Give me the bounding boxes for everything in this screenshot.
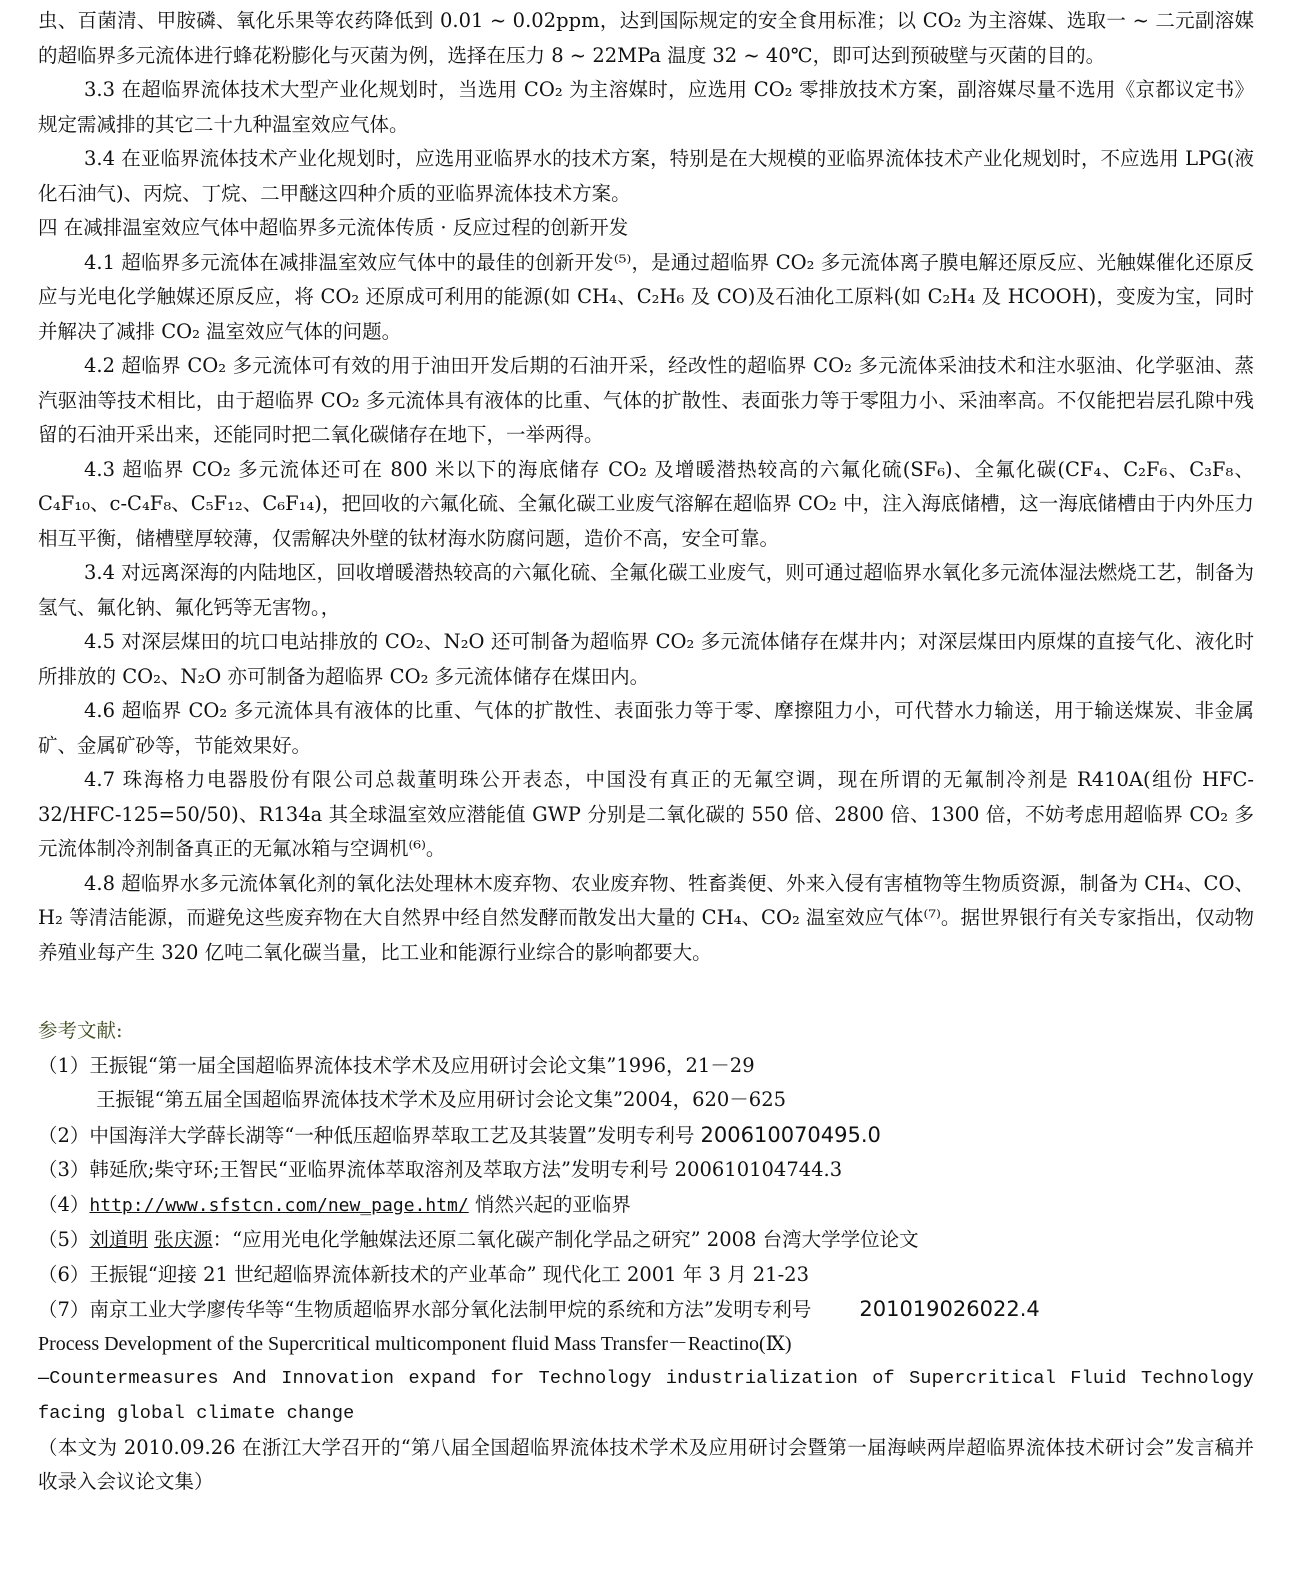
- reference-7: [38, 1292, 1254, 1328]
- document-page: [38, 4, 1254, 1500]
- paragraph-4-6: 4.6 超临界 CO₂ 多元流体具有液体的比重、气体的扩散性、表面张力等于零、摩擦阻力小，可代替水力输送，用于输送煤炭、非金属矿、金属矿砂等，节能效果好。: [38, 699, 1254, 757]
- reference-4-link[interactable]: http://www.sfstcn.com/new_page.htm/: [89, 1194, 469, 1216]
- paragraph-4-5: 4.5 对深层煤田的坑口电站排放的 CO₂、N₂O 还可制备为超临界 CO₂ 多元流体储存在煤井内；对深层煤田内原煤的直接气化、液化时所排放的 CO₂、N₂O 亦可制备为超临界 CO₂ 多元流体储存在煤田内。: [38, 630, 1254, 688]
- paragraph-3-3: 3.3 在超临界流体技术大型产业化规划时，当选用 CO₂ 为主溶媒时，应选用 CO₂ 零排放技术方案，副溶媒尽量不选用《京都议定书》规定需减排的其它二十九种温室效应气体。: [38, 78, 1254, 136]
- section-heading-4: 四 在减排温室效应气体中超临界多元流体传质 · 反应过程的创新开发: [38, 216, 629, 239]
- references-section: [38, 1014, 1254, 1328]
- paragraph-pesticide: 虫、百菌清、甲胺磷、氧化乐果等农药降低到 0.01 ~ 0.02ppm，达到国际规定的安全食用标准；以 CO₂ 为主溶媒、选取一 ~ 二元副溶媒的超临界多元流体进行蜂花粉膨化与灭菌为例，选择在压力 8 ~ 22MPa 温度 32 ~ 40℃，即可达到预破壁与灭菌的目的。: [38, 9, 1254, 67]
- reference-6: （6）王振锟“迎接 21 世纪超临界流体新技术的产业革命” 现代化工 2001 年 3 月 21-23: [38, 1262, 809, 1286]
- english-subtitle: —Countermeasures And Innovation expand for Technology industrialization of Supercritical Fluid Technology facing global climate change: [38, 1367, 1254, 1424]
- reference-7-patent-number: 201019026022.4: [859, 1297, 1040, 1321]
- paragraph-4-1: 4.1 超临界多元流体在减排温室效应气体中的最佳的创新开发⁽⁵⁾，是通过超临界 CO₂ 多元流体离子膜电解还原反应、光触媒催化还原反应与光电化学触媒还原反应，将 CO₂ 还原成可利用的能源(如 CH₄、C₂H₆ 及 CO)及石油化工原料(如 C₂H₄ 及 HCOOH)，变废为宝，同时并解决了减排 CO₂ 温室效应气体的问题。: [38, 250, 1254, 343]
- paragraph-3-4-inland: 3.4 对远离深海的内陆地区，回收增暖潜热较高的六氟化硫、全氟化碳工业废气，则可通过超临界水氧化多元流体湿法燃烧工艺，制备为氢气、氟化钠、氟化钙等无害物。，: [38, 561, 1254, 619]
- references-title: 参考文献:: [38, 1019, 123, 1042]
- reference-4-text: 悄然兴起的亚临界: [468, 1192, 631, 1216]
- paragraph-4-7: 4.7 珠海格力电器股份有限公司总裁董明珠公开表态，中国没有真正的无氟空调，现在所谓的无氟制冷剂是 R410A(组份 HFC-32/HFC-125=50/50)、R134a 其全球温室效应潜能值 GWP 分别是二氧化碳的 550 倍、2800 倍、1300 倍，不妨考虑用超临界 CO₂ 多元流体制冷剂制备真正的无氟冰箱与空调机⁽⁶⁾。: [38, 768, 1254, 860]
- reference-1-continued: 王振锟“第五届全国超临界流体技术学术及应用研讨会论文集”2004，620－625: [96, 1088, 787, 1111]
- reference-4-index: （4）: [38, 1192, 90, 1216]
- reference-4: [38, 1188, 1254, 1224]
- reference-2: [38, 1118, 1254, 1154]
- paragraph-4-2: 4.2 超临界 CO₂ 多元流体可有效的用于油田开发后期的石油开采，经改性的超临界 CO₂ 多元流体采油技术和注水驱油、化学驱油、蒸汽驱油等技术相比，由于超临界 CO₂ 多元流体具有液体的比重、气体的扩散性、表面张力等于零阻力小、采油率高。不仅能把岩层孔隙中残留的石油开采出来，还能同时把二氧化碳储存在地下，一举两得。: [38, 354, 1254, 446]
- reference-5: [38, 1223, 1254, 1258]
- reference-3: （3）韩延欣;柴守环;王智民“亚临界流体萃取溶剂及萃取方法”发明专利号 200610104744.3: [38, 1158, 843, 1181]
- reference-2-text: （2）中国海洋大学薛长湖等“一种低压超临界萃取工艺及其装置”发明专利号: [38, 1123, 701, 1147]
- reference-1: （1）王振锟“第一届全国超临界流体技术学术及应用研讨会论文集”1996，21－29: [38, 1053, 755, 1077]
- reference-5-author-1: 刘道明: [89, 1228, 148, 1251]
- reference-5-text: ：“应用光电化学触媒法还原二氧化碳产制化学品之研究” 2008 台湾大学学位论文: [212, 1228, 919, 1251]
- reference-5-author-2: 张庆源: [154, 1228, 213, 1251]
- paragraph-4-8: 4.8 超临界水多元流体氧化剂的氧化法处理林木废弃物、农业废弃物、牲畜粪便、外来入侵有害植物等生物质资源，制备为 CH₄、CO、H₂ 等清洁能源，而避免这些废弃物在大自然界中经自然发酵而散发出大量的 CH₄、CO₂ 温室效应气体⁽⁷⁾。据世界银行有关专家指出，仅动物养殖业每产生 320 亿吨二氧化碳当量，比工业和能源行业综合的影响都要大。: [38, 871, 1254, 964]
- paragraph-4-3: 4.3 超临界 CO₂ 多元流体还可在 800 米以下的海底储存 CO₂ 及增暖潜热较高的六氟化硫(SF₆)、全氟化碳(CF₄、C₂F₆、C₃F₈、C₄F₁₀、c-C₄F₈、C₅F₁₂、C₆F₁₄)，把回收的六氟化硫、全氟化碳工业废气溶解在超临界 CO₂ 中，注入海底储槽，这一海底储槽由于内外压力相互平衡，储槽壁厚较薄，仅需解决外壁的钛材海水防腐问题，造价不高，安全可靠。: [38, 457, 1254, 550]
- paragraph-3-4: 3.4 在亚临界流体技术产业化规划时，应选用亚临界水的技术方案，特别是在大规模的亚临界流体技术产业化规划时，不应选用 LPG(液化石油气)、丙烷、丁烷、二甲醚这四种介质的亚临界流体技术方案。: [38, 147, 1254, 205]
- reference-2-patent-number: 200610070495.0: [700, 1122, 881, 1147]
- reference-5-index: （5）: [38, 1228, 90, 1251]
- conference-note: （本文为 2010.09.26 在浙江大学召开的“第八届全国超临界流体技术学术及应用研讨会暨第一届海峡两岸超临界流体技术研讨会”发言稿并收录入会议论文集）: [38, 1435, 1254, 1493]
- reference-7-text: （7）南京工业大学廖传华等“生物质超临界水部分氧化法制甲烷的系统和方法”发明专利号: [38, 1298, 812, 1321]
- english-title: Process Development of the Supercritical multicomponent fluid Mass Transfer－Reactino(Ⅸ): [38, 1332, 792, 1355]
